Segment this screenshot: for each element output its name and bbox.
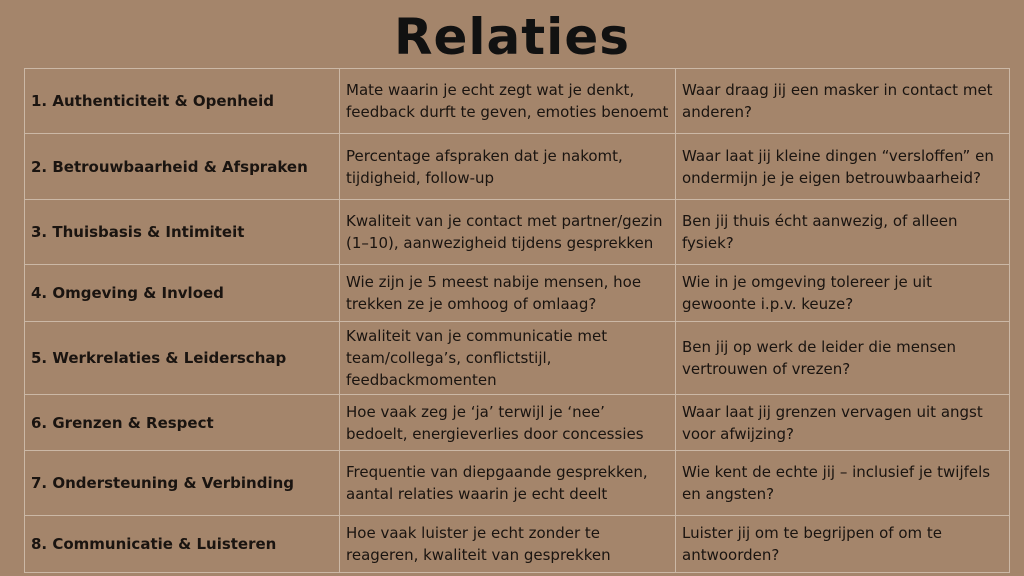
measure-cell: Kwaliteit van je contact met partner/gezin (1–10), aanwezigheid tijdens gesprekken xyxy=(340,200,676,265)
category-cell: 6. Grenzen & Respect xyxy=(25,395,340,451)
table-row xyxy=(25,265,1010,322)
table-row xyxy=(25,200,1010,265)
question-cell: Ben jij op werk de leider die mensen vertrouwen of vrezen? xyxy=(676,322,1010,395)
measure-cell: Kwaliteit van je communicatie met team/collega’s, conflictstijl, feedbackmomenten xyxy=(340,322,676,395)
measure-cell: Mate waarin je echt zegt wat je denkt, feedback durft te geven, emoties benoemt xyxy=(340,69,676,134)
question-cell: Luister jij om te begrijpen of om te antwoorden? xyxy=(676,516,1010,573)
category-cell: 5. Werkrelaties & Leiderschap xyxy=(25,322,340,395)
table-row xyxy=(25,516,1010,573)
page-title: Relaties xyxy=(393,8,630,66)
measure-cell: Wie zijn je 5 meest nabije mensen, hoe trekken ze je omhoog of omlaag? xyxy=(340,265,676,322)
question-cell: Waar laat jij grenzen vervagen uit angst voor afwijzing? xyxy=(676,395,1010,451)
table-row xyxy=(25,451,1010,516)
measure-cell: Frequentie van diepgaande gesprekken, aantal relaties waarin je echt deelt xyxy=(340,451,676,516)
category-cell: 1. Authenticiteit & Openheid xyxy=(25,69,340,134)
table-row xyxy=(25,69,1010,134)
question-cell: Waar draag jij een masker in contact met anderen? xyxy=(676,69,1010,134)
category-cell: 2. Betrouwbaarheid & Afspraken xyxy=(25,134,340,200)
category-cell: 8. Communicatie & Luisteren xyxy=(25,516,340,573)
question-cell: Ben jij thuis écht aanwezig, of alleen fysiek? xyxy=(676,200,1010,265)
table-row xyxy=(25,134,1010,200)
category-cell: 3. Thuisbasis & Intimiteit xyxy=(25,200,340,265)
measure-cell: Hoe vaak luister je echt zonder te reageren, kwaliteit van gesprekken xyxy=(340,516,676,573)
category-cell: 7. Ondersteuning & Verbinding xyxy=(25,451,340,516)
measure-cell: Hoe vaak zeg je ‘ja’ terwijl je ‘nee’ bedoelt, energieverlies door concessies xyxy=(340,395,676,451)
measure-cell: Percentage afspraken dat je nakomt, tijdigheid, follow-up xyxy=(340,134,676,200)
category-cell: 4. Omgeving & Invloed xyxy=(25,265,340,322)
table-row xyxy=(25,395,1010,451)
question-cell: Wie kent de echte jij – inclusief je twijfels en angsten? xyxy=(676,451,1010,516)
question-cell: Waar laat jij kleine dingen “versloffen” en ondermijn je je eigen betrouwbaarheid? xyxy=(676,134,1010,200)
question-cell: Wie in je omgeving tolereer je uit gewoonte i.p.v. keuze? xyxy=(676,265,1010,322)
relaties-table xyxy=(24,68,1010,573)
table-row xyxy=(25,322,1010,395)
